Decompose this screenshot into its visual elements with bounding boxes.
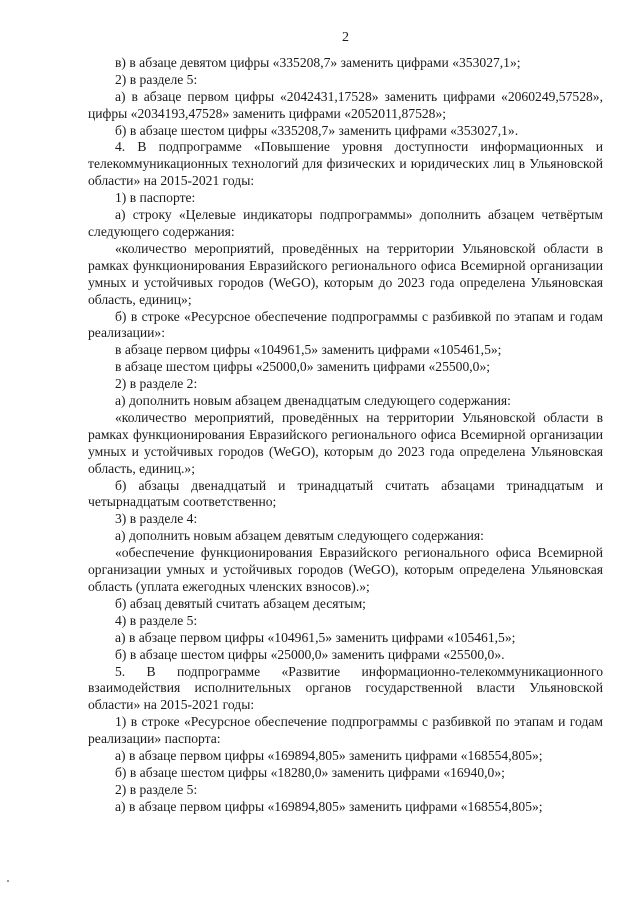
paragraph-12: 2) в разделе 2: [115, 376, 198, 392]
paragraph-16: 3) в разделе 4: [115, 511, 198, 527]
paragraph-8: «количество мероприятий, проведённых на территории Ульяновской области в рамках функционирования Евразийского регионального офиса Всемирной организации умных и устойчивых городов (WeGO), которым до 2023 года определена Ульяновская область, единиц»; [88, 240, 603, 307]
paragraph-4: б) в абзаце шестом цифры «335208,7» заменить цифрами «353027,1». [115, 122, 519, 138]
paragraph-11: в абзаце шестом цифры «25000,0» заменить цифрами «25500,0»; [115, 359, 491, 375]
paragraph-25: а) в абзаце первом цифры «169894,805» заменить цифрами «168554,805»; [115, 748, 543, 764]
paragraph-21: а) в абзаце первом цифры «104961,5» заменить цифрами «105461,5»; [115, 629, 516, 645]
paragraph-28: а) в абзаце первом цифры «169894,805» заменить цифрами «168554,805»; [115, 798, 543, 814]
paragraph-10: в абзаце первом цифры «104961,5» заменить цифрами «105461,5»; [115, 342, 502, 358]
paragraph-14: «количество мероприятий, проведённых на территории Ульяновской области в рамках функционирования Евразийского регионального офиса Всемирной организации умных и устойчивых городов (WeGO), которым до 2023 года определена Ульяновская область, единиц.»; [88, 409, 603, 476]
paragraph-3: а) в абзаце первом цифры «2042431,17528» заменить цифрами «2060249,57528», цифры «2034193,47528» заменить цифрами «2052011,87528»; [88, 88, 603, 121]
paragraph-13: а) дополнить новым абзацем двенадцатым следующего содержания: [115, 393, 511, 409]
paragraph-20: 4) в разделе 5: [115, 612, 198, 628]
paragraph-7: а) строку «Целевые индикаторы подпрограммы» дополнить абзацем четвёртым следующего содержания: [88, 207, 603, 239]
paragraph-19: б) абзац девятый считать абзацем десятым; [115, 595, 366, 611]
paragraph-6: 1) в паспорте: [115, 190, 196, 206]
paragraph-2: 2) в разделе 5: [115, 71, 198, 87]
paragraph-24: 1) в строке «Ресурсное обеспечение подпрограммы с разбивкой по этапам и годам реализации» паспорта: [88, 714, 603, 747]
paragraph-26: б) в абзаце шестом цифры «18280,0» заменить цифрами «16940,0»; [115, 764, 505, 780]
page-number: 2 [342, 30, 349, 45]
paragraph-5: 4. В подпрограмме «Повышение уровня доступности информационных и телекоммуникационных технологий для физических и юридических лиц в Ульяновской области» на 2015-2021 годы: [88, 139, 603, 189]
paragraph-17: а) дополнить новым абзацем девятым следующего содержания: [115, 528, 484, 544]
paragraph-22: б) в абзаце шестом цифры «25000,0» заменить цифрами «25500,0». [115, 646, 505, 662]
paragraph-18: «обеспечение функционирования Евразийского регионального офиса Всемирной организации умных и устойчивых городов (WeGO), которым определена Ульяновская область (уплата ежегодных членских взносов).»; [88, 545, 603, 594]
scan-artifact [7, 880, 9, 882]
paragraph-9: б) в строке «Ресурсное обеспечение подпрограммы с разбивкой по этапам и годам реализации»: [88, 308, 603, 341]
paragraph-15: б) абзацы двенадцатый и тринадцатый считать абзацами тринадцатым и четырнадцатым соответственно; [88, 477, 603, 510]
paragraph-1: в) в абзаце девятом цифры «335208,7» заменить цифрами «353027,1»; [115, 54, 521, 70]
paragraph-23: 5. В подпрограмме «Развитие информационно-телекоммуникационного взаимодействия исполнительных органов государственной власти Ульяновской области» на 2015-2021 годы: [88, 663, 603, 713]
paragraph-27: 2) в разделе 5: [115, 781, 198, 797]
document-page [88, 30, 603, 816]
